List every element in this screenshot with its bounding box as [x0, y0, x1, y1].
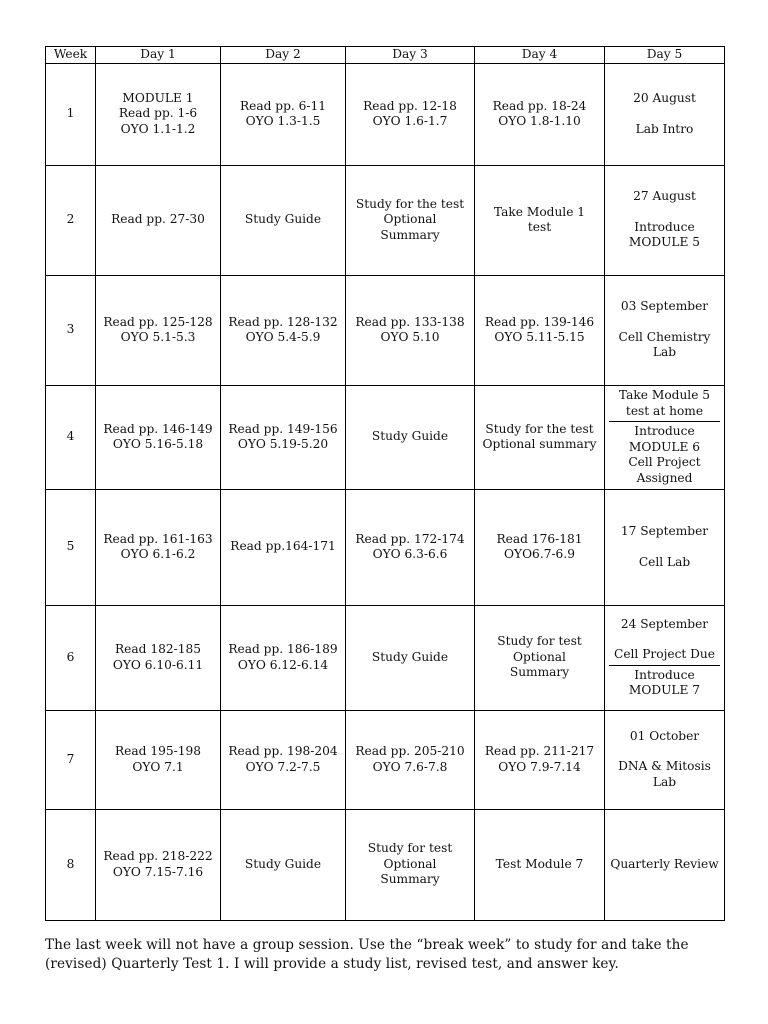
cell-line: Study for the test	[355, 196, 465, 211]
cell-line: Read 195-198	[115, 744, 201, 758]
spacer	[607, 744, 722, 759]
table-row	[46, 809, 725, 920]
cell-line: OYO 1.1-1.2	[120, 121, 196, 136]
cell-line: Read pp. 146-149	[103, 421, 213, 436]
cell-line: MODULE 1	[122, 90, 194, 105]
cell-line: Read pp. 139-146	[484, 314, 595, 329]
cell-line: Study for the test	[485, 421, 594, 436]
day-3-cell	[346, 605, 475, 710]
day-5-cell	[605, 489, 725, 605]
day-2-cell	[221, 275, 346, 385]
day-1-cell	[96, 165, 221, 275]
cell-line: Read pp. 198-204	[228, 744, 338, 758]
cell-line: Study for test	[367, 841, 453, 856]
header-day-3: Day 3	[346, 47, 475, 64]
day-4-cell	[475, 63, 605, 165]
day-3-cell	[346, 275, 475, 385]
cell-line: Take Module 5	[618, 388, 711, 402]
cell-line: Assigned	[636, 470, 693, 485]
cell-line: Study Guide	[371, 429, 449, 444]
cell-line: 20 August	[633, 91, 696, 105]
cell-line: Introduce	[634, 667, 695, 682]
cell-line: OYO 5.10	[380, 330, 440, 344]
table-row	[46, 385, 725, 489]
spacer	[607, 315, 722, 330]
day-5-cell	[605, 63, 725, 165]
day-3-cell	[346, 710, 475, 809]
day-4-cell	[475, 275, 605, 385]
cell-line: Quarterly Review	[610, 856, 719, 871]
cell-line: Study Guide	[244, 212, 322, 227]
header-day-1: Day 1	[96, 47, 221, 64]
footnote	[45, 936, 735, 974]
cell-line: Lab	[652, 774, 677, 789]
cell-line: MODULE 7	[628, 683, 701, 697]
cell-line: Optional	[383, 856, 437, 871]
schedule-body	[46, 63, 725, 920]
spacer	[607, 107, 722, 122]
cell-line: Test Module 7	[495, 856, 584, 871]
week-number: 6	[46, 605, 96, 710]
cell-line: Read pp. 218-222	[103, 849, 213, 863]
cell-line: Introduce	[634, 424, 695, 438]
cell-line: OYO 5.16-5.18	[112, 437, 204, 451]
cell-line: Read pp. 172-174	[355, 531, 465, 546]
cell-line: OYO 5.19-5.20	[237, 437, 329, 451]
cell-line: OYO 5.1-5.3	[120, 330, 196, 344]
day-1-cell	[96, 275, 221, 385]
cell-line: OYO 7.6-7.8	[372, 759, 448, 774]
cell-line: OYO 7.2-7.5	[245, 759, 321, 774]
day-2-cell	[221, 809, 346, 920]
schedule-table	[45, 46, 725, 921]
cell-line: Take Module 1	[493, 204, 586, 219]
cell-line: OYO 6.12-6.14	[237, 657, 329, 672]
spacer	[607, 540, 722, 555]
cell-line: Summary	[380, 227, 440, 242]
day-2-cell	[221, 63, 346, 165]
header-day-2: Day 2	[221, 47, 346, 64]
cell-line: Read pp. 6-11	[239, 98, 327, 113]
cell-line: Read 182-185	[115, 642, 201, 656]
spacer	[607, 205, 722, 220]
cell-line: 01 October	[629, 728, 700, 743]
cell-line: Read pp.164-171	[230, 539, 336, 554]
cell-line: Read 176-181	[496, 531, 583, 546]
day-3-cell	[346, 489, 475, 605]
cell-line: MODULE 5	[628, 235, 701, 250]
day-4-cell	[475, 165, 605, 275]
cell-line: OYO 1.8-1.10	[498, 114, 581, 128]
day-1-cell	[96, 809, 221, 920]
cell-line: OYO 7.9-7.14	[498, 759, 581, 774]
cell-line: Introduce	[634, 219, 695, 234]
cell-line: MODULE 6	[628, 439, 701, 454]
day-2-cell	[221, 605, 346, 710]
cell-line: Summary	[380, 872, 440, 887]
day-5-cell	[605, 385, 725, 489]
day-5-cell	[605, 605, 725, 710]
header-week: Week	[46, 47, 96, 64]
day-1-cell	[96, 385, 221, 489]
cell-line: Cell Chemistry	[618, 329, 711, 344]
week-number: 3	[46, 275, 96, 385]
cell-line: Read pp. 133-138	[355, 314, 465, 329]
day-3-cell	[346, 809, 475, 920]
table-row	[46, 489, 725, 605]
day-4-cell	[475, 710, 605, 809]
cell-line: Read pp. 186-189	[228, 642, 338, 656]
day-5-cell	[605, 275, 725, 385]
cell-line: Summary	[509, 665, 570, 680]
cell-line: Read pp. 128-132	[228, 314, 338, 329]
cell-line: Read pp. 211-217	[484, 744, 595, 758]
cell-line: Optional	[383, 212, 437, 227]
week-number: 4	[46, 385, 96, 489]
cell-line: Read pp. 18-24	[492, 98, 587, 113]
cell-line: OYO 7.15-7.16	[112, 864, 204, 879]
day-3-cell	[346, 63, 475, 165]
divider	[609, 665, 720, 666]
day-4-cell	[475, 605, 605, 710]
cell-line: 24 September	[620, 616, 709, 631]
day-4-cell	[475, 809, 605, 920]
day-1-cell	[96, 489, 221, 605]
cell-line: Read pp. 161-163	[103, 531, 213, 546]
cell-line: Cell Lab	[638, 554, 691, 569]
cell-line: Optional	[513, 649, 566, 664]
week-number: 5	[46, 489, 96, 605]
cell-line: 17 September	[620, 524, 709, 538]
cell-line: Study Guide	[371, 649, 449, 664]
cell-line: Read pp. 149-156	[228, 421, 338, 436]
cell-line: OYO 6.1-6.2	[120, 547, 196, 561]
cell-line: Study for test	[497, 634, 582, 649]
day-5-cell	[605, 809, 725, 920]
cell-line: Read pp. 12-18	[363, 98, 457, 113]
divider	[609, 421, 720, 422]
header-day-4: Day 4	[475, 47, 605, 64]
cell-line: OYO 5.11-5.15	[494, 330, 585, 344]
cell-line: 27 August	[633, 189, 696, 204]
table-row	[46, 605, 725, 710]
table-row	[46, 165, 725, 275]
cell-line: OYO 5.4-5.9	[245, 330, 321, 344]
day-2-cell	[221, 385, 346, 489]
day-2-cell	[221, 489, 346, 605]
spacer	[607, 632, 722, 647]
day-2-cell	[221, 710, 346, 809]
cell-line: OYO6.7-6.9	[504, 547, 575, 561]
week-number: 2	[46, 165, 96, 275]
header-day-5: Day 5	[605, 47, 725, 64]
cell-line: OYO 1.6-1.7	[372, 114, 448, 128]
cell-line: OYO 7.1	[132, 759, 184, 774]
table-row	[46, 710, 725, 809]
footnote-line-2: (revised) Quarterly Test 1. I will provide a study list, revised test, and answer key.	[45, 956, 619, 972]
cell-line: Read pp. 205-210	[355, 744, 465, 758]
cell-line: OYO 1.3-1.5	[245, 114, 321, 128]
cell-line: Read pp. 27-30	[111, 212, 205, 227]
cell-line: Lab	[652, 345, 677, 360]
day-3-cell	[346, 385, 475, 489]
cell-line: Read pp. 1-6	[118, 106, 198, 121]
day-4-cell	[475, 489, 605, 605]
day-5-cell	[605, 710, 725, 809]
day-4-cell	[475, 385, 605, 489]
day-1-cell	[96, 63, 221, 165]
week-number: 7	[46, 710, 96, 809]
header-row	[46, 47, 725, 64]
footnote-line-1: The last week will not have a group session. Use the “break week” to study for and take the	[45, 937, 689, 953]
cell-line: 03 September	[620, 299, 709, 314]
week-number: 8	[46, 809, 96, 920]
week-number: 1	[46, 63, 96, 165]
day-1-cell	[96, 605, 221, 710]
cell-line: Study Guide	[244, 856, 322, 871]
cell-line: OYO 6.10-6.11	[112, 657, 204, 672]
cell-line: Lab Intro	[635, 121, 694, 136]
cell-line: OYO 6.3-6.6	[372, 547, 448, 561]
cell-line: Optional summary	[482, 437, 597, 451]
day-3-cell	[346, 165, 475, 275]
cell-line: Cell Project Due	[614, 647, 715, 661]
cell-line: test at home	[625, 403, 704, 418]
day-5-cell	[605, 165, 725, 275]
cell-line: Cell Project	[628, 455, 701, 469]
table-row	[46, 63, 725, 165]
cell-line: DNA & Mitosis	[618, 759, 711, 774]
table-row	[46, 275, 725, 385]
cell-line: test	[527, 220, 552, 234]
day-1-cell	[96, 710, 221, 809]
cell-line: Read pp. 125-128	[103, 314, 213, 329]
day-2-cell	[221, 165, 346, 275]
